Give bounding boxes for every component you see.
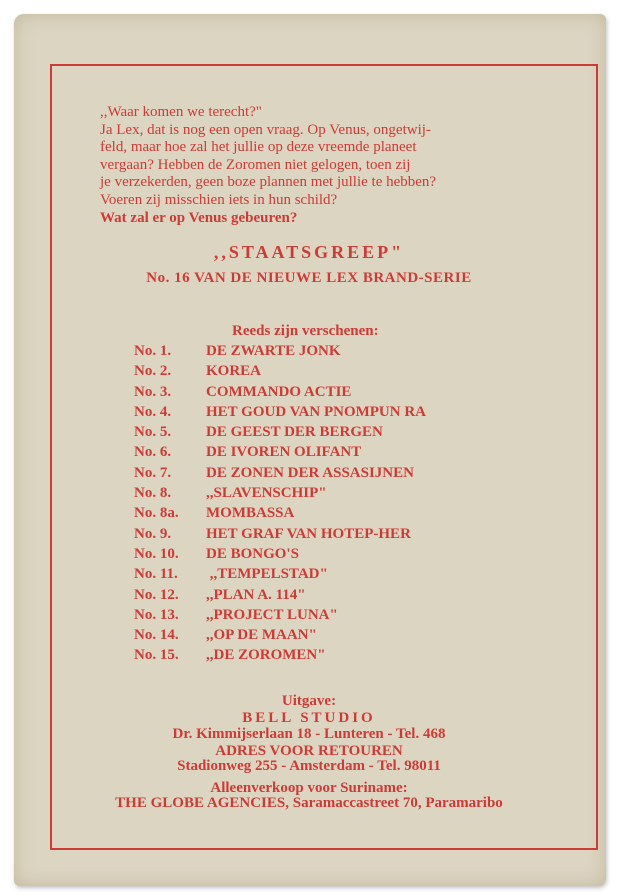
issue-number: No. 6. — [134, 444, 172, 461]
intro-line: Ja Lex, dat is nog een open vraag. Op Venus, ongetwij- — [100, 121, 431, 138]
issue-title: ,,PLAN A. 114" — [206, 586, 306, 603]
issue-title: ,,TEMPELSTAD" — [206, 566, 328, 583]
list-item — [134, 627, 426, 647]
publisher-name: BELL STUDIO — [242, 710, 376, 726]
issue-title: DE IVOREN OLIFANT — [206, 444, 362, 461]
issue-number: No. 4. — [134, 403, 172, 420]
issue-title: MOMBASSA — [206, 505, 295, 522]
intro-text — [100, 104, 436, 228]
issue-number: No. 8a. — [134, 505, 179, 522]
issue-number: No. 5. — [134, 424, 172, 441]
issue-title: ,,PROJECT LUNA" — [206, 606, 338, 623]
list-item — [134, 363, 426, 383]
issue-number: No. 8. — [134, 485, 172, 502]
issue-title: DE ZWARTE JONK — [206, 343, 341, 359]
returns-label: ADRES VOOR RETOUREN — [215, 743, 403, 759]
intro-line: vergaan? Hebben de Zoromen niet gelogen, toen zij — [100, 156, 411, 173]
issue-number: No. 14. — [134, 627, 179, 644]
issue-title: COMMANDO ACTIE — [206, 383, 352, 400]
issue-number: No. 7. — [134, 464, 172, 481]
list-item — [134, 566, 426, 586]
issue-number: No. 13. — [134, 606, 179, 623]
issue-title: ,,DE ZOROMEN" — [206, 647, 326, 664]
issue-title: DE GEEST DER BERGEN — [206, 424, 383, 441]
next-issue-subtitle: No. 16 VAN DE NIEUWE LEX BRAND-SERIE — [146, 270, 472, 286]
next-issue-title: ,,STAATSGREEP" — [213, 242, 405, 262]
issue-number: No. 3. — [134, 383, 172, 400]
list-item — [134, 647, 426, 667]
intro-question: Wat zal er op Venus gebeuren? — [100, 210, 298, 226]
list-item — [134, 587, 426, 607]
issue-number: No. 10. — [134, 545, 179, 562]
issue-title: ,,OP DE MAAN" — [206, 627, 317, 644]
issue-title: HET GOUD VAN PNOMPUN RA — [206, 403, 427, 420]
list-item — [134, 343, 426, 363]
issue-number: No. 11. — [134, 566, 178, 583]
returns-address: Stadionweg 255 - Amsterdam - Tel. 98011 — [177, 758, 441, 774]
issue-title: KOREA — [206, 363, 262, 380]
list-item — [134, 526, 426, 546]
intro-line: feld, maar hoe zal het jullie op deze vreemde planeet — [100, 139, 417, 155]
issue-title: ,,SLAVENSCHIP" — [206, 485, 327, 502]
intro-line: ,,Waar komen we terecht?" — [100, 104, 262, 120]
list-item — [134, 404, 426, 424]
list-item — [134, 384, 426, 404]
suriname-label: Alleenverkoop voor Suriname: — [210, 780, 408, 796]
publisher-address: Dr. Kimmijserlaan 18 - Lunteren - Tel. 468 — [172, 726, 446, 742]
publisher-label: Uitgave: — [281, 693, 337, 709]
published-list — [134, 343, 426, 668]
list-item — [134, 465, 426, 485]
issue-number: No. 9. — [134, 525, 172, 542]
list-item — [134, 485, 426, 505]
list-item — [134, 444, 426, 464]
issue-number: No. 12. — [134, 586, 179, 603]
list-item — [134, 607, 426, 627]
issue-title: DE ZONEN DER ASSASIJNEN — [206, 464, 414, 481]
issue-title: DE BONGO'S — [206, 545, 299, 562]
issue-title: HET GRAF VAN HOTEP-HER — [206, 525, 411, 542]
issue-number: No. 1. — [134, 343, 172, 359]
list-item — [134, 546, 426, 566]
suriname-agent: THE GLOBE AGENCIES, Saramaccastreet 70, Paramaribo — [115, 795, 503, 811]
intro-line: Voeren zij misschien iets in hun schild? — [100, 191, 338, 208]
issue-number: No. 2. — [134, 363, 172, 380]
issue-number: No. 15. — [134, 647, 179, 664]
list-item — [134, 424, 426, 444]
list-item — [134, 505, 426, 525]
published-heading: Reeds zijn verschenen: — [232, 323, 379, 339]
intro-line: je verzekerden, geen boze plannen met jullie te hebben? — [100, 174, 437, 190]
